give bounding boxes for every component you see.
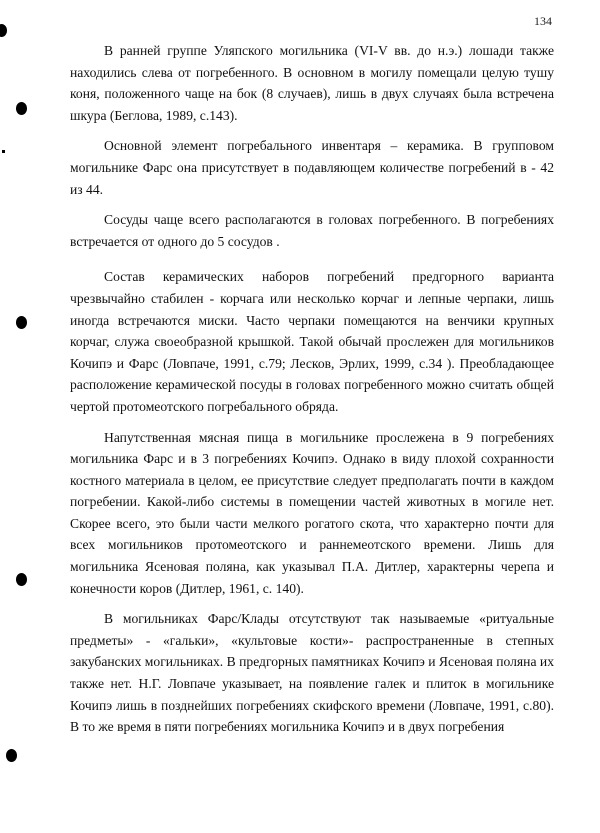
binder-hole-mark [6, 749, 17, 762]
paragraph: В ранней группе Уляпского могильника (VI-V вв. до н.э.) лошади также находились слева от погребенного. В основном в могилу помещали целую тушу коня, положенного чаще на бок (8 случаев), лишь в двух случаях была встречена шкура (Беглова, 1989, с.143). [70, 43, 554, 123]
binder-hole-mark [0, 24, 7, 37]
paragraph: Основной элемент погребального инвентаря – керамика. В групповом могильнике Фарс она присутствует в подавляющем количестве погребений в - 42 из 44. [70, 138, 554, 197]
binder-hole-mark [16, 316, 27, 329]
body-text [70, 40, 554, 747]
binder-hole-mark [16, 102, 27, 115]
paragraph: Напутственная мясная пища в могильнике прослежена в 9 погребениях могильника Фарс и в 3 погребениях Кочипэ. Однако в виду плохой сохранности костного материала в целом, ее присутствие следует предполагать почти в каждом погребении. Какой-либо системы в помещении частей животных в могиле нет. Скорее всего, это были части мелкого рогатого скота, что характерно почти для всех могильников протомеотского и раннемеотского времени. Лишь для могильника Ясеновая поляна, как указывал П.А. Дитлер, характерны черепа и конечности коров (Дитлер, 1961, с. 140). [70, 429, 554, 596]
paragraph: В могильниках Фарс/Клады отсутствуют так называемые «ритуальные предметы» - «гальки», «культовые кости»- распространенные в степных закубанских могильниках. В предгорных памятниках Кочипэ и Ясеновая поляна их также нет. Н.Г. Ловпаче указывает, на появление галек и плиток в могильнике Кочипэ лишь в позднейших погребениях скифского времени (Ловпаче, 1991, с.80). В то же время в пяти погребениях могильника Кочипэ и в двух погребения [70, 611, 554, 735]
scan-speck [2, 150, 5, 153]
binder-hole-mark [16, 573, 27, 586]
paragraph: Сосуды чаще всего располагаются в головах погребенного. В погребениях встречается от одного до 5 сосудов . [70, 212, 554, 249]
paragraph: Состав керамических наборов погребений предгорного варианта чрезвычайно стабилен - корчага или несколько корчаг и лепные черпаки, лишь иногда встречаются миски. Часто черпаки помещаются на венчики крупных корчаг, служа своеобразной крышкой. Такой обычай прослежен для могильников Кочипэ и Фарс (Ловпаче, 1991, с.79; Лесков, Эрлих, 1999, с.34 ). Преобладающее расположение керамической посуды в головах погребенного можно считать общей чертой протомеотского погребального обряда. [70, 269, 554, 414]
page-number: 134 [534, 14, 552, 28]
